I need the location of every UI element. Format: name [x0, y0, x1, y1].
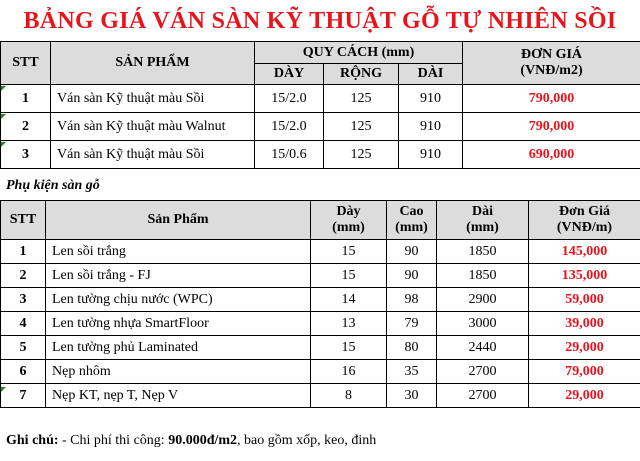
table-row: [1, 312, 640, 336]
header-height-label: Cao: [399, 204, 424, 219]
header-thickness-label: Dày: [336, 204, 361, 219]
row-width: 125: [324, 141, 399, 169]
table-row: [1, 264, 640, 288]
row-product: Len tường chịu nước (WPC): [46, 288, 311, 312]
header-stt: STT: [1, 201, 46, 240]
row-height: 98: [387, 288, 437, 312]
row-thickness: 15: [311, 336, 387, 360]
note-amount: 90.000đ/m2: [168, 433, 238, 448]
row-stt: 2: [1, 113, 51, 141]
header-height-unit: (mm): [395, 220, 428, 235]
row-product: Ván sàn Kỹ thuật màu Sồi: [51, 141, 255, 169]
table-row: [1, 288, 640, 312]
note-text-after: , bao gồm xốp, keo, đinh: [237, 433, 377, 448]
header-stt: STT: [1, 42, 51, 85]
accessories-price-table: [0, 200, 640, 408]
row-length: 910: [399, 141, 463, 169]
table-row: [1, 240, 640, 264]
row-stt: 7: [1, 384, 46, 408]
row-thickness: 15/0.6: [255, 141, 324, 169]
row-thickness: 13: [311, 312, 387, 336]
header-product: SẢN PHẨM: [51, 42, 255, 85]
header-length-unit: (mm): [466, 220, 499, 235]
header-height: [387, 201, 437, 240]
row-length: 1850: [437, 264, 529, 288]
header-price-unit: (VNĐ/m): [556, 220, 613, 235]
header-spec: QUY CÁCH (mm): [255, 42, 463, 64]
accessories-section-title: Phụ kiện sàn gỗ: [6, 178, 100, 193]
row-product: Ván sàn Kỹ thuật màu Walnut: [51, 113, 255, 141]
row-price: 145,000: [529, 240, 640, 264]
table-row: [1, 360, 640, 384]
note-text-before: - Chi phí thi công:: [58, 433, 169, 448]
row-stt: 3: [1, 141, 51, 169]
row-product: Len tường phủ Laminated: [46, 336, 311, 360]
row-product: Ván sàn Kỹ thuật màu Sồi: [51, 85, 255, 113]
row-length: 1850: [437, 240, 529, 264]
flooring-price-table: [0, 41, 640, 169]
row-stt: 2: [1, 264, 46, 288]
row-height: 30: [387, 384, 437, 408]
header-price: [463, 42, 640, 85]
row-product: Nẹp nhôm: [46, 360, 311, 384]
header-price-label: ĐƠN GIÁ: [520, 47, 583, 62]
row-height: 35: [387, 360, 437, 384]
row-length: 2700: [437, 384, 529, 408]
row-product: Len sồi trắng - FJ: [46, 264, 311, 288]
header-thickness-unit: (mm): [332, 220, 365, 235]
header-product: Sản Phẩm: [46, 201, 311, 240]
row-price: 135,000: [529, 264, 640, 288]
row-price: 690,000: [463, 141, 640, 169]
table-row: [1, 384, 640, 408]
row-height: 79: [387, 312, 437, 336]
row-length: 910: [399, 113, 463, 141]
page-title: BẢNG GIÁ VÁN SÀN KỸ THUẬT GỖ TỰ NHIÊN SỒI: [23, 8, 617, 34]
header-width: RỘNG: [324, 64, 399, 85]
row-price: 39,000: [529, 312, 640, 336]
row-price: 29,000: [529, 336, 640, 360]
row-width: 125: [324, 85, 399, 113]
row-stt: 6: [1, 360, 46, 384]
row-thickness: 8: [311, 384, 387, 408]
cell-marker-icon: [1, 387, 6, 392]
row-stt: 4: [1, 312, 46, 336]
cell-marker-icon: [1, 86, 6, 91]
row-price: 59,000: [529, 288, 640, 312]
row-price: 29,000: [529, 384, 640, 408]
row-thickness: 15/2.0: [255, 113, 324, 141]
row-thickness: 16: [311, 360, 387, 384]
row-length: 2900: [437, 288, 529, 312]
row-height: 90: [387, 240, 437, 264]
row-width: 125: [324, 113, 399, 141]
row-length: 3000: [437, 312, 529, 336]
row-product: Nẹp KT, nẹp T, Nẹp V: [46, 384, 311, 408]
note-label: Ghi chú:: [6, 433, 59, 448]
header-price-label: Đơn Giá: [559, 204, 610, 219]
row-price: 790,000: [463, 113, 640, 141]
header-length-label: Dài: [472, 204, 493, 219]
table-row: [1, 85, 640, 113]
header-thickness: DÀY: [255, 64, 324, 85]
cell-marker-icon: [1, 114, 6, 119]
row-product: Len tường nhựa SmartFloor: [46, 312, 311, 336]
header-price: [529, 201, 640, 240]
row-stt: 1: [1, 240, 46, 264]
row-thickness: 15: [311, 240, 387, 264]
header-length: [437, 201, 529, 240]
row-length: 2700: [437, 360, 529, 384]
row-thickness: 15: [311, 264, 387, 288]
row-length: 910: [399, 85, 463, 113]
row-stt: 1: [1, 85, 51, 113]
row-product: Len sồi trắng: [46, 240, 311, 264]
row-thickness: 14: [311, 288, 387, 312]
header-length: DÀI: [399, 64, 463, 85]
row-thickness: 15/2.0: [255, 85, 324, 113]
header-price-unit: (VNĐ/m2): [520, 63, 583, 78]
table-row: [1, 113, 640, 141]
table-row: [1, 141, 640, 169]
row-price: 790,000: [463, 85, 640, 113]
row-price: 79,000: [529, 360, 640, 384]
row-stt: 3: [1, 288, 46, 312]
row-height: 80: [387, 336, 437, 360]
row-stt: 5: [1, 336, 46, 360]
row-length: 2440: [437, 336, 529, 360]
footer-note: [6, 433, 376, 449]
cell-marker-icon: [1, 142, 6, 147]
row-height: 90: [387, 264, 437, 288]
header-thickness: [311, 201, 387, 240]
table-row: [1, 336, 640, 360]
